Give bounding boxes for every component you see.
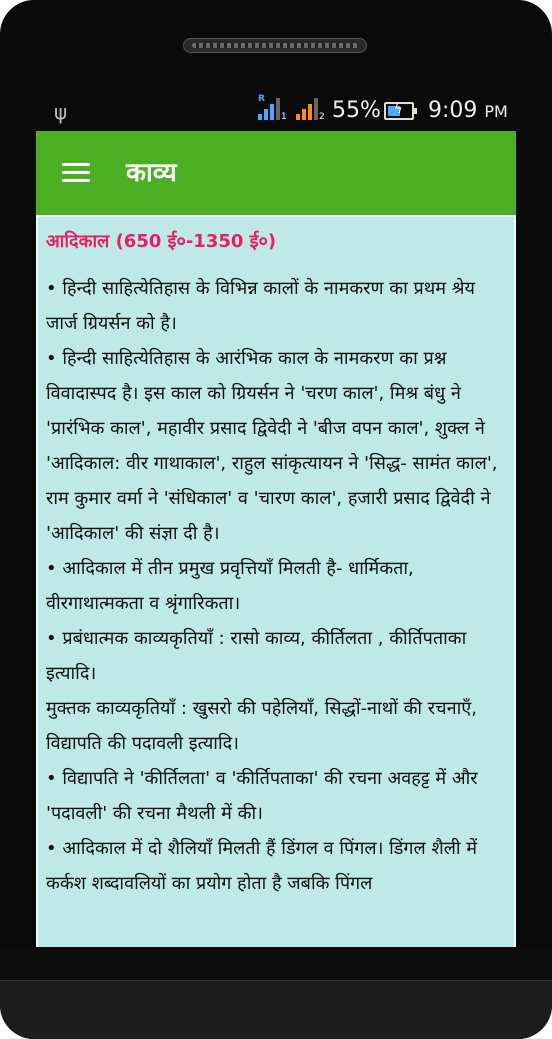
clock-time: 9:09 <box>428 98 478 123</box>
charging-bolt-icon: ϟ <box>394 102 403 117</box>
speaker-grill <box>192 43 358 48</box>
status-clock <box>428 98 508 123</box>
section-heading: आदिकाल (650 ई०-1350 ई०) <box>46 231 277 252</box>
paragraph: • आदिकाल में तीन प्रमुख प्रवृत्तियाँ मिलती है- धार्मिकता, वीरगाथात्मकता व श्रृंगारिकता। <box>46 558 414 614</box>
battery-percent: 55% <box>332 98 381 123</box>
battery-charging-icon <box>384 102 414 120</box>
app-toolbar <box>36 131 516 215</box>
signal-sim1-icon <box>258 98 280 120</box>
paragraph: • विद्यापति ने 'कीर्तिलता' व 'कीर्तिपताका' की रचना अवहट्ट में और 'पदावली' की रचना मैथली में की। <box>46 768 478 824</box>
clock-ampm: PM <box>484 102 508 121</box>
usb-icon: ψ <box>54 100 68 124</box>
article-content[interactable] <box>46 227 504 901</box>
app-screen <box>36 131 516 947</box>
signal-sim2-icon <box>296 98 318 120</box>
earpiece-speaker <box>183 38 367 53</box>
paragraph: मुक्तक काव्यकृतियाँ : खुसरो की पहेलियाँ, सिद्धों-नाथों की रचनाएँ, विद्यापति की पदावली इत्यादि। <box>46 698 477 754</box>
paragraph: • आदिकाल में दो शैलियाँ मिलती हैं डिंगल व पिंगल। डिंगल शैली में कर्कश शब्दावलियों का प्रयोग होता है जबकि पिंगल <box>46 838 478 894</box>
toolbar-title: काव्य <box>126 158 177 188</box>
sim2-label: 2 <box>319 112 325 122</box>
bottom-chin <box>0 980 552 1039</box>
sim1-label: 1 <box>281 112 287 122</box>
paragraph: • हिन्दी साहित्येतिहास के विभिन्न कालों के नामकरण का प्रथम श्रेय जार्ज ग्रियर्सन को है। <box>46 278 475 334</box>
hamburger-menu-icon[interactable] <box>62 161 92 185</box>
status-bar <box>36 92 516 132</box>
paragraph: • प्रबंधात्मक काव्यकृतियाँ : रासो काव्य, कीर्तिलता , कीर्तिपताका इत्यादि। <box>46 628 467 684</box>
paragraph: • हिन्दी साहित्येतिहास के आरंभिक काल के नामकरण का प्रश्न विवादास्पद है। इस काल को ग्रियर्सन ने 'चरण काल', मिश्र बंधु ने 'प्रारंभिक काल', महावीर प्रसाद द्विवेदी ने 'बीज वपन काल', शुक्ल ने 'आदिकाल: वीर गाथाकाल', राहुल सांकृत्यायन ने 'सिद्ध- सामंत काल', राम कुमार वर्मा ने 'संधिकाल' व 'चारण काल', हजारी प्रसाद द्विवेदी ने 'आदिकाल' की संज्ञा दी है। <box>46 348 498 544</box>
roaming-indicator: R <box>258 94 265 104</box>
